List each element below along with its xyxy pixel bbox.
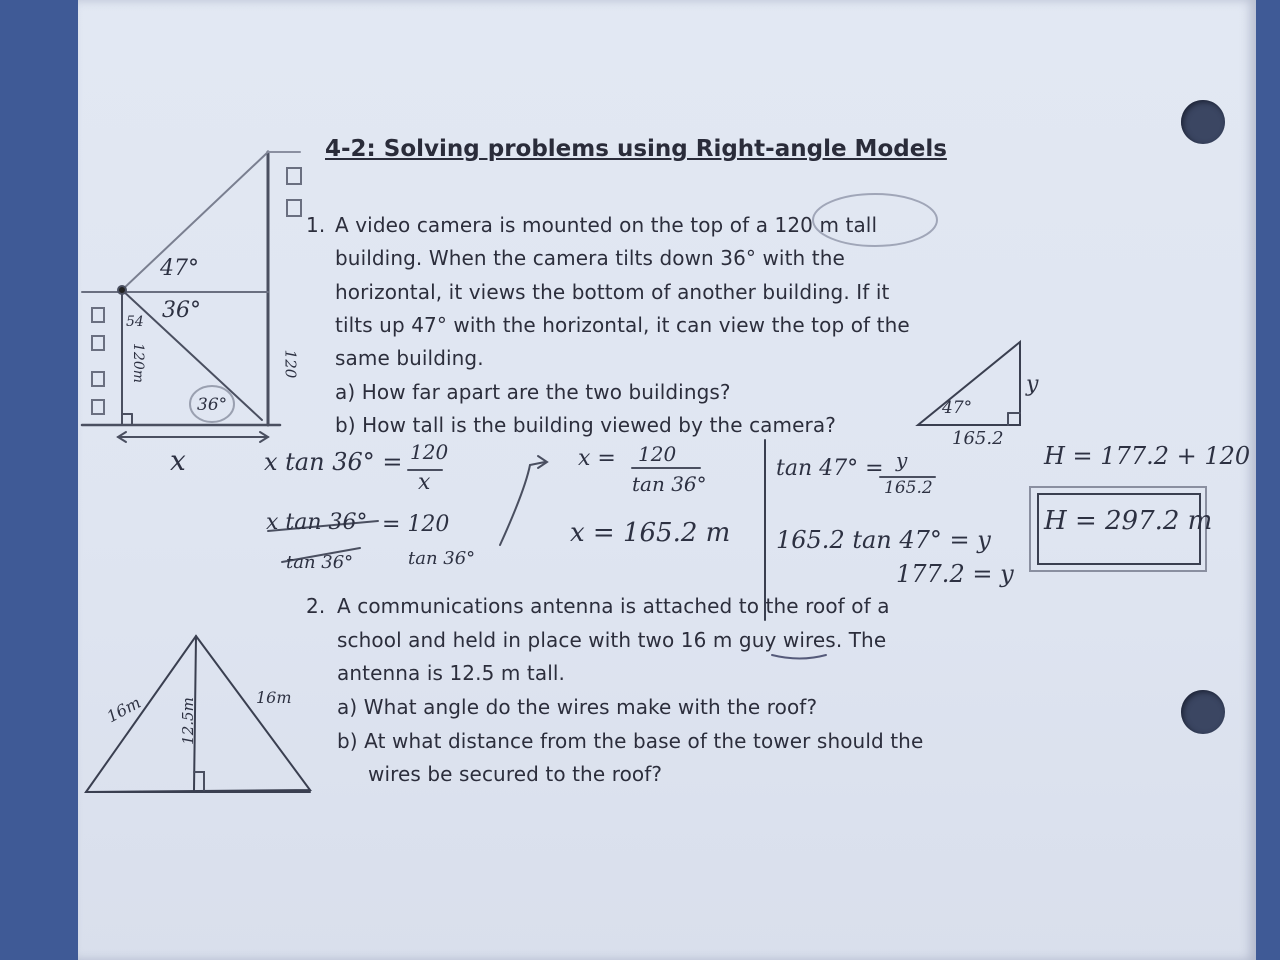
window <box>92 308 104 322</box>
work-x-step1-lhs: x tan 36° = <box>264 448 403 476</box>
triangle-angle-47: 47° <box>942 398 973 418</box>
work-y-eq1-lhs: tan 47° = <box>776 456 884 481</box>
diagram1-angle-47: 47° <box>160 256 199 281</box>
window <box>92 400 104 414</box>
height-line: H = 177.2 + 120 <box>1044 442 1251 470</box>
question-1-line: tilts up 47° with the horizontal, it can view the top of the <box>335 313 910 337</box>
underline-guy <box>772 655 826 659</box>
window <box>92 336 104 350</box>
work-x-step2-den-left: tan 36° <box>286 552 354 573</box>
question-1-number: 1. <box>306 213 326 237</box>
question-2-number: 2. <box>306 594 326 618</box>
worksheet-title: 4-2: Solving problems using Right-angle Models <box>325 136 947 162</box>
work-y-eq3: 177.2 = y <box>896 560 1014 588</box>
question-2-part-b-cont: wires be secured to the roof? <box>368 762 663 786</box>
work-x-step1-num: 120 <box>410 440 449 464</box>
diagram1-height-left: 120m <box>130 343 146 383</box>
triangle-base: 165.2 <box>952 428 1004 449</box>
work-y-eq1-num: y <box>896 448 908 472</box>
diagram2-left-side: 16m <box>103 692 144 727</box>
work-x-step2-den-right: tan 36° <box>408 548 476 569</box>
question-2-part-b: b) At what distance from the base of the tower should the <box>337 729 924 753</box>
work-arrow <box>500 462 545 545</box>
diagram1-base-x: x <box>170 444 186 477</box>
diagram2-right-side: 16m <box>256 688 292 707</box>
diagram1-height-right: 120 <box>281 349 300 379</box>
diagram1-angle-36-bottom: 36° <box>197 395 228 415</box>
question-1-part-a: a) How far apart are the two buildings? <box>335 380 731 404</box>
diagram1-angle-54: 54 <box>126 314 144 330</box>
question-1-part-b: b) How tall is the building viewed by the camera? <box>335 413 836 437</box>
window <box>92 372 104 386</box>
question-2-line: antenna is 12.5 m tall. <box>337 661 565 685</box>
question-2-line: A communications antenna is attached to the roof of a <box>337 594 890 618</box>
question-2-line: school and held in place with two 16 m guy wires. The <box>337 628 887 652</box>
work-x-step1-den: x <box>418 470 431 495</box>
diagram2-height: 12.5m <box>178 697 197 745</box>
work-x-step3-num: 120 <box>638 442 677 466</box>
question-1-line: horizontal, it views the bottom of another building. If it <box>335 280 890 304</box>
question-2-part-a: a) What angle do the wires make with the roof? <box>337 695 818 719</box>
diagram1-angle-36-top: 36° <box>162 298 201 323</box>
right-angle-mark <box>194 772 204 790</box>
camera-dot <box>118 286 126 294</box>
work-x-step3-lhs: x = <box>578 446 616 471</box>
work-y-eq1-den: 165.2 <box>884 478 933 498</box>
window <box>287 168 301 184</box>
work-x-step3-den: tan 36° <box>632 472 707 496</box>
work-y-eq2: 165.2 tan 47° = y <box>776 526 991 554</box>
question-1-line: same building. <box>335 346 484 370</box>
highlight-circle <box>813 194 937 246</box>
work-x-step2-rhs: = 120 <box>382 512 450 537</box>
question-1-line: building. When the camera tilts down 36° with the <box>335 246 845 270</box>
question-1-line: A video camera is mounted on the top of a 120 m tall <box>335 213 878 237</box>
window <box>287 200 301 216</box>
triangle-side-y: y <box>1026 372 1039 397</box>
work-x-result: x = 165.2 m <box>570 518 731 548</box>
work-x-step2-lhs: x tan 36° <box>266 510 368 535</box>
height-answer: H = 297.2 m <box>1044 506 1213 536</box>
